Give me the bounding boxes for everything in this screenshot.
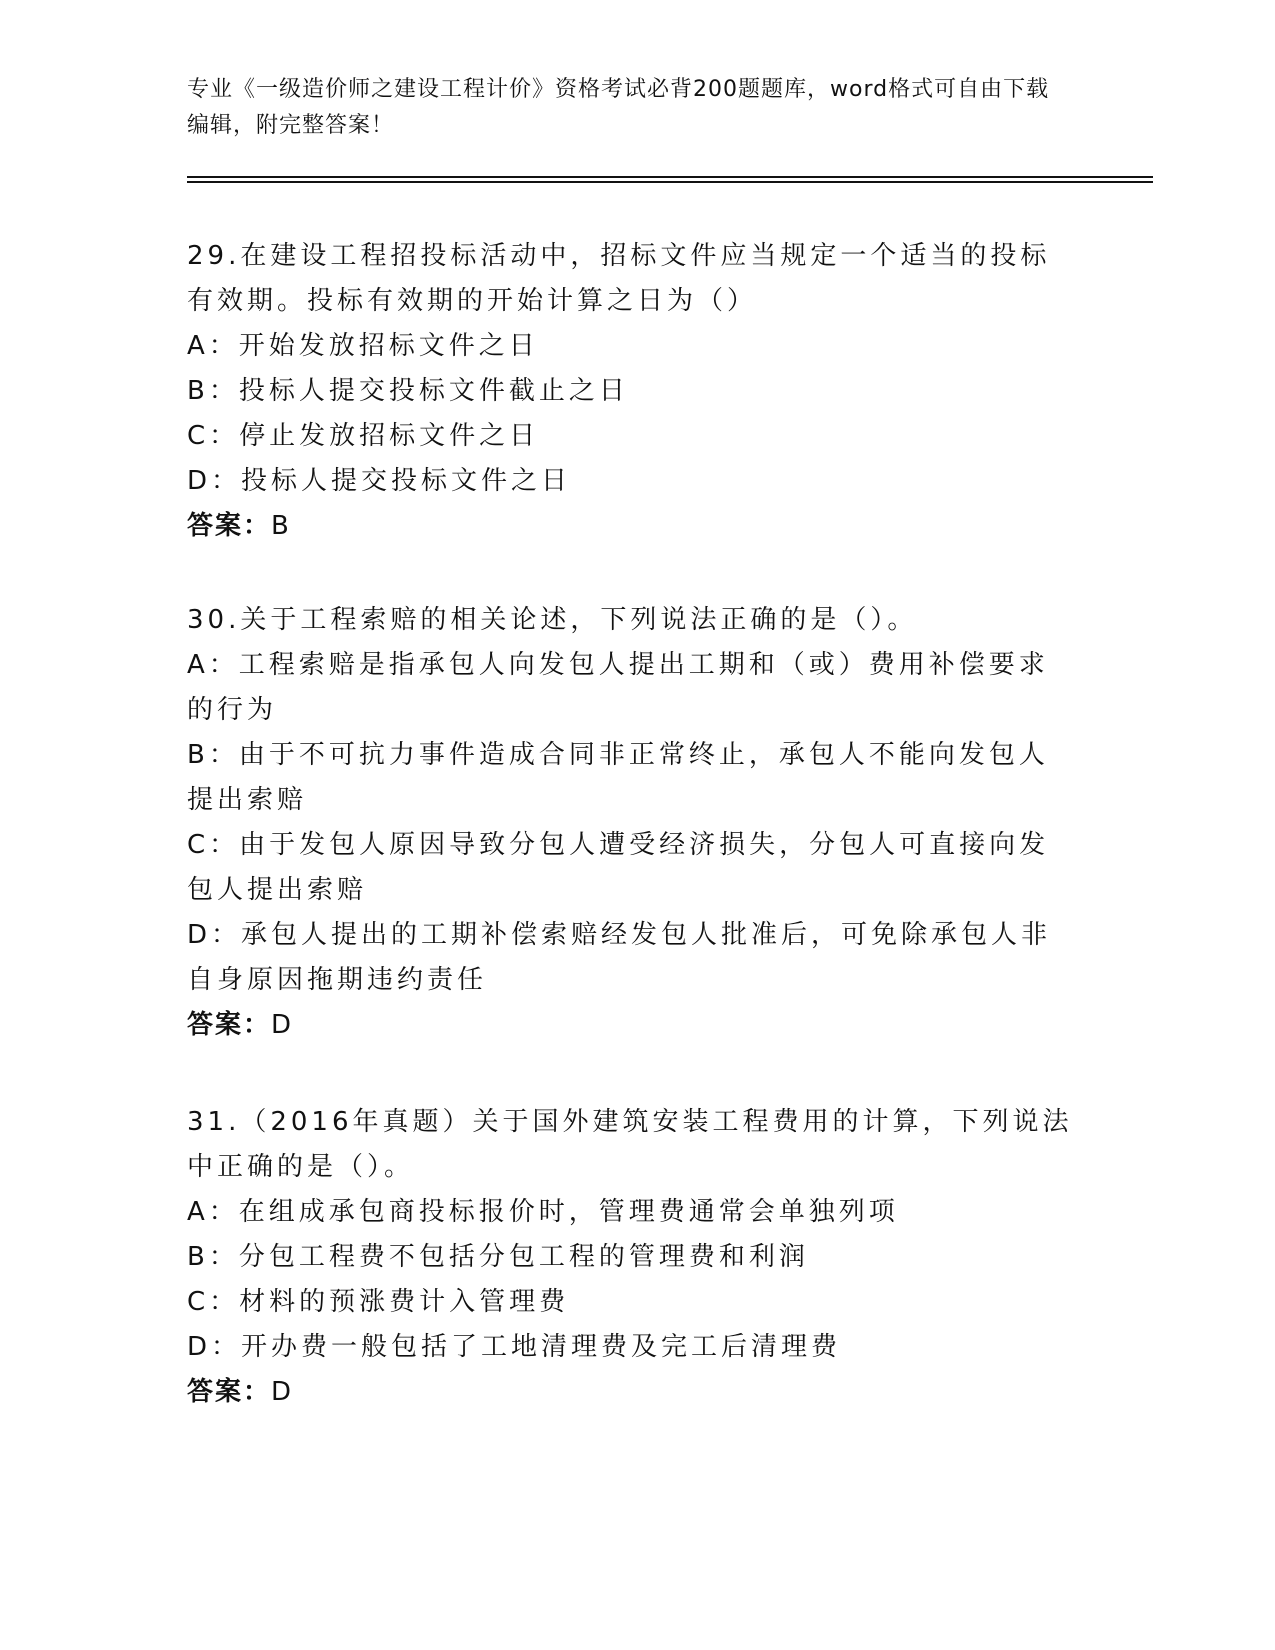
option-d: D：开办费一般包括了工地清理费及完工后清理费 xyxy=(187,1332,842,1362)
option-a: A：在组成承包商投标报价时，管理费通常会单独列项 xyxy=(187,1197,899,1227)
option-d: D：投标人提交投标文件之日 xyxy=(187,466,572,496)
option-b: B：由于不可抗力事件造成合同非正常终止，承包人不能向发包人提出索赔 xyxy=(187,740,1049,815)
option-b: B：投标人提交投标文件截止之日 xyxy=(187,376,629,406)
answer-label: 答案： xyxy=(187,1377,272,1407)
option-c: C：由于发包人原因导致分包人遭受经济损失，分包人可直接向发包人提出索赔 xyxy=(187,830,1050,905)
header-divider-top xyxy=(187,176,1153,178)
option-a: A：工程索赔是指承包人向发包人提出工期和（或）费用补偿要求的行为 xyxy=(187,650,1049,725)
question-text: 30.关于工程索赔的相关论述，下列说法正确的是（）。 xyxy=(187,605,918,635)
document-header: 专业《一级造价师之建设工程计价》资格考试必背200题题库，word格式可自由下载编辑，附完整答案！ xyxy=(187,77,1050,138)
question-29 xyxy=(187,234,1077,549)
answer-value: B xyxy=(271,511,291,541)
option-b: B：分包工程费不包括分包工程的管理费和利润 xyxy=(187,1242,809,1272)
question-text: 31.（2016年真题）关于国外建筑安装工程费用的计算，下列说法中正确的是（）。 xyxy=(187,1107,1073,1182)
answer-value: D xyxy=(271,1010,294,1040)
option-c: C：停止发放招标文件之日 xyxy=(187,421,540,451)
option-a: A：开始发放招标文件之日 xyxy=(187,331,539,361)
question-text: 29.在建设工程招投标活动中，招标文件应当规定一个适当的投标有效期。投标有效期的开始计算之日为（） xyxy=(187,241,1051,316)
answer-line xyxy=(187,1370,1077,1415)
header-divider-bottom xyxy=(187,181,1153,183)
answer-label: 答案： xyxy=(187,511,272,541)
answer-line xyxy=(187,1003,1077,1048)
question-31 xyxy=(187,1100,1077,1415)
answer-value: D xyxy=(271,1377,294,1407)
option-d: D：承包人提出的工期补偿索赔经发包人批准后，可免除承包人非自身原因拖期违约责任 xyxy=(187,920,1052,995)
question-30 xyxy=(187,598,1077,1048)
answer-line xyxy=(187,504,1077,549)
answer-label: 答案： xyxy=(187,1010,272,1040)
option-c: C：材料的预涨费计入管理费 xyxy=(187,1287,570,1317)
